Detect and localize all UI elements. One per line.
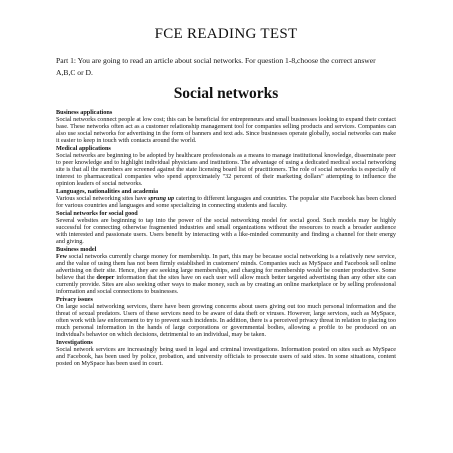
section-business-model — [56, 246, 396, 295]
section-privacy-issues — [56, 296, 396, 338]
section-heading: Business applications — [56, 109, 113, 116]
section-paragraph: Social networks are beginning to be adopted by healthcare professionals as a means to manage institutional knowledge, disseminate peer to peer knowledge and to highlight individual physicians and institutions. The advantage of using a dedicated medical social networking site is that all the members are screened against the state licensing board list of practitioners. The role of social networks is especially of interest to pharmaceutical companies who spend approximately "32 percent of their marketing dollars" attempting to influence the opinion leaders of social networks. — [56, 152, 396, 187]
section-paragraph: Several websites are beginning to tap into the power of the social networking model for social good. Such models may be highly successful for connecting otherwise fragmented industries and small organizations without the resources to reach a broader audience with interested and passionate users. Users benefit by interacting with a like-minded community and finding a channel for their energy and giving. — [56, 217, 396, 245]
section-heading: Investigations — [56, 339, 93, 346]
emphasized-word: deeper — [96, 274, 115, 281]
instructions: Part 1: You are going to read an article about social networks. For question 1-8,choose the correct answer A,B,C or D. — [56, 56, 376, 77]
paragraph-text: catering to different languages and countries. The popular site Facebook has been cloned for various countries and languages and some specializing in connecting students and faculty. — [56, 195, 396, 209]
section-investigations — [56, 339, 396, 367]
section-business-applications — [56, 109, 396, 144]
section-heading: Business model — [56, 246, 97, 253]
section-paragraph — [56, 195, 396, 209]
article-title: Social networks — [173, 85, 279, 102]
paragraph-text: information that the sites have on each user will allow much better targeted advertising than any other site can currently provide. Sites are also seeking other ways to make money, such as by creating an online marketplace or by selling professional information and social connections to businesses. — [56, 274, 396, 295]
section-social-good — [56, 210, 396, 245]
section-heading: Languages, nationalities and academia — [56, 188, 159, 195]
paragraph-text: social networks currently charge money for membership. In part, this may be because social networking is a relatively new service, and the value of using them has not been firmly established in customers' minds. Companies such as MySpace and Facebook sell online advertising on their site. Hence, they are seeking large memberships, and charging for membership would be counter productive. Some believe that the — [56, 253, 396, 281]
section-paragraph: Social networks connect people at low cost; this can be beneficial for entrepreneurs and small businesses looking to expand their contact base. These networks often act as a customer relationship management tool for companies selling products and services. Companies can also use social networks for advertising in the form of banners and text ads. Since businesses operate globally, social networks can make it easier to keep in touch with contacts around the world. — [56, 116, 396, 144]
section-paragraph: On large social networking services, there have been growing concerns about users giving out too much personal information and the threat of sexual predators. Users of these services need to be aware of data theft or viruses. However, large services, such as MySpace, often work with law enforcement to try to prevent such incidents. In addition, there is a perceived privacy threat in relation to placing too much personal information in the hands of large corporations or governmental bodies, allowing a profile to be produced on an individual's behavior on which decisions, detrimental to an individual, may be taken. — [56, 303, 396, 338]
paragraph-text: Various social networking sites have — [56, 195, 149, 202]
section-paragraph: Social network services are increasingly being used in legal and criminal investigations. Information posted on sites such as MySpace and Facebook, has been used by police, probation, and university officials to prosecute users of said sites. In some situations, content posted on MySpace has been used in court. — [56, 346, 396, 367]
section-medical-applications — [56, 145, 396, 187]
emphasized-phrase: sprung up — [148, 195, 175, 202]
section-languages — [56, 188, 396, 209]
section-paragraph — [56, 253, 396, 295]
emphasized-word: Few — [56, 253, 67, 260]
section-heading: Medical applications — [56, 145, 111, 152]
document-page — [56, 26, 396, 367]
test-title: FCE READING TEST — [154, 26, 298, 42]
section-heading: Privacy issues — [56, 296, 93, 303]
section-heading: Social networks for social good — [56, 210, 138, 217]
